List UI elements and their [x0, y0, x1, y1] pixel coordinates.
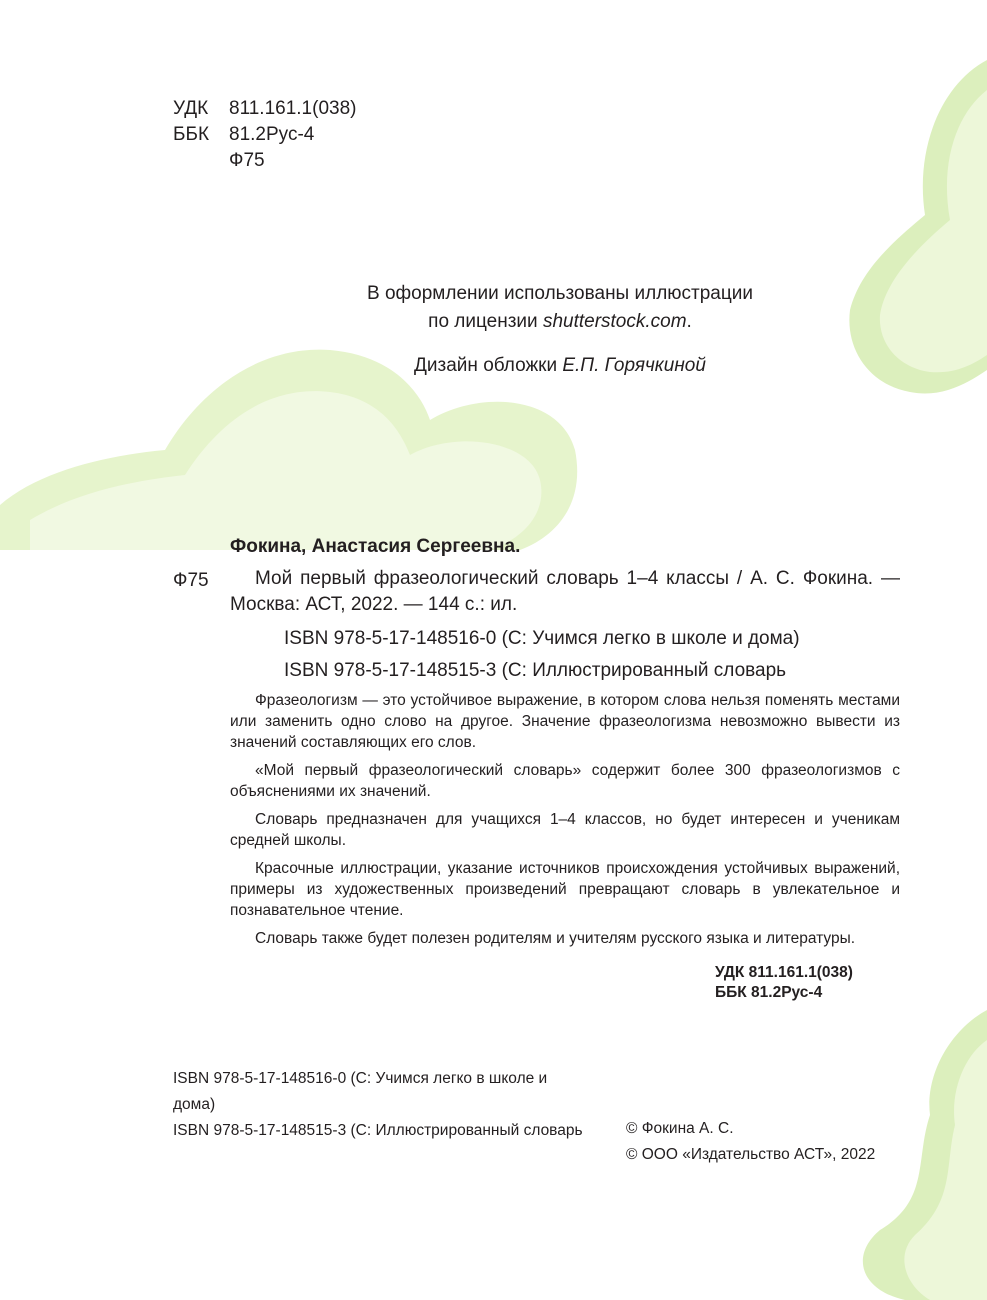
bbk-value: 81.2Рус-4 — [229, 124, 315, 145]
abstract — [230, 690, 900, 956]
abstract-paragraph: Словарь предназначен для учащихся 1–4 классов, но будет интересен и ученикам средней школы. — [230, 811, 900, 849]
udk-row — [173, 96, 356, 122]
cover-design-credit: Дизайн обложки Е.П. Горячкиной — [414, 355, 706, 376]
illustrations-line1: В оформлении использованы иллюстрации — [367, 283, 753, 304]
author-mark: Ф75 — [229, 150, 265, 171]
record-title: Мой первый фразеологический словарь 1–4 классы / А. С. Фокина. — Москва: АСТ, 2022. — 144 с.: ил. — [230, 568, 900, 615]
bbk-label: ББК — [173, 124, 210, 145]
abstract-paragraph: Фразеологизм — это устойчивое выражение, в котором слова нельзя поменять местами или заменить одно слово на другое. Значение фразеологизма невозможно вывести из значений составляющих его слов. — [230, 692, 900, 751]
isbn-bottom-2: ISBN 978-5-17-148515-3 (С: Иллюстрированный словарь — [173, 1122, 583, 1139]
isbn-bottom-1: ISBN 978-5-17-148516-0 (С: Учимся легко в школе и дома) — [173, 1070, 548, 1113]
record-mark: Ф75 — [173, 570, 209, 591]
designer-name: Е.П. Горячкиной — [562, 355, 706, 376]
record-isbn-2: ISBN 978-5-17-148515-3 (С: Иллюстрированный словарь — [284, 660, 787, 681]
classification-bold — [715, 963, 853, 1003]
udk-label: УДК — [173, 98, 209, 119]
copyright — [626, 1116, 875, 1168]
illustration-credits — [230, 280, 890, 336]
udk-bold: УДК 811.161.1(038) — [715, 964, 853, 981]
abstract-paragraph: «Мой первый фразеологический словарь» содержит более 300 фразеологизмов с объяснениями их значений. — [230, 762, 900, 800]
copyright-publisher: © ООО «Издательство АСТ», 2022 — [626, 1146, 876, 1163]
isbn-list — [173, 1066, 593, 1144]
abstract-paragraph: Красочные иллюстрации, указание источников происхождения устойчивых выражений, примеры из художественных произведений превращают словарь в увлекательное и познавательное чтение. — [230, 860, 900, 919]
record-isbn-1: ISBN 978-5-17-148516-0 (С: Учимся легко в школе и дома) — [284, 628, 800, 649]
udk-value: 811.161.1(038) — [229, 98, 357, 119]
illustrations-source: shutterstock.com — [542, 311, 687, 332]
abstract-paragraph: Словарь также будет полезен родителям и учителям русского языка и литературы. — [255, 930, 856, 947]
illustrations-line2: по лицензии shutterstock.com. — [428, 311, 692, 332]
bbk-row — [173, 122, 356, 148]
copyright-author: © Фокина А. С. — [626, 1120, 734, 1137]
classification-codes — [173, 96, 356, 174]
record-author: Фокина, Анастасия Сергеевна. — [230, 536, 521, 557]
author-mark-row — [173, 148, 356, 174]
bbk-bold: ББК 81.2Рус-4 — [715, 984, 823, 1001]
